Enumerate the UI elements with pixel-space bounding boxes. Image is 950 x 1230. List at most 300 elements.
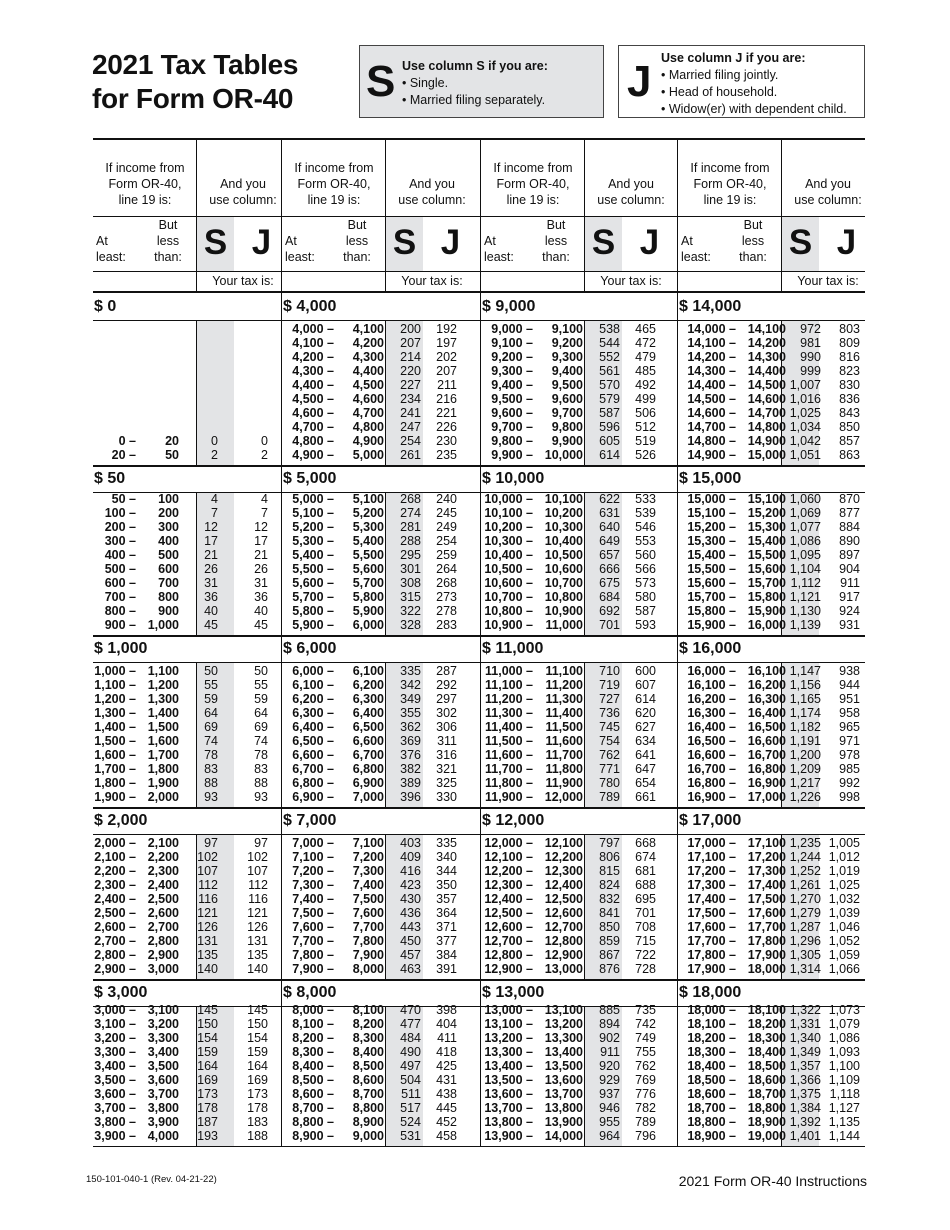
footer-doc-title: 2021 Form OR-40 Instructions xyxy=(678,1173,867,1189)
tax-j-value: 674 xyxy=(635,850,656,864)
table-row xyxy=(282,322,481,336)
tax-s-value: 710 xyxy=(599,664,620,678)
header-text: If income from xyxy=(493,161,573,175)
tax-s-value: 281 xyxy=(400,520,421,534)
tax-s-value: 470 xyxy=(400,1003,421,1017)
tax-s-value: 220 xyxy=(400,364,421,378)
but-less-value: 15,400 xyxy=(747,534,786,548)
section-heading: $ 2,000 xyxy=(94,812,148,829)
tax-s-value: 93 xyxy=(204,790,218,804)
tax-s-value: 736 xyxy=(599,706,620,720)
tax-s-value: 416 xyxy=(400,864,421,878)
table-row xyxy=(678,378,865,392)
header-text: less xyxy=(156,234,180,248)
table-row xyxy=(93,920,282,934)
header-text: If income from xyxy=(690,161,770,175)
bracket-block xyxy=(282,836,481,976)
header-text: than: xyxy=(739,250,767,264)
at-least-value: 3,700 – xyxy=(94,1101,136,1115)
but-less-value: 4,900 xyxy=(352,434,384,448)
table-row xyxy=(93,836,282,850)
at-least-value: 2,400 – xyxy=(94,892,136,906)
but-less-value: 2,800 xyxy=(147,934,179,948)
but-less-value: 12,600 xyxy=(544,906,583,920)
header-text: than: xyxy=(154,250,182,264)
tax-s-value: 504 xyxy=(400,1073,421,1087)
but-less-value: 17,800 xyxy=(747,934,786,948)
at-least-value: 13,300 – xyxy=(484,1045,533,1059)
but-less-value: 5,400 xyxy=(352,534,384,548)
at-least-value: 18,200 – xyxy=(687,1031,736,1045)
table-row xyxy=(481,748,678,762)
but-less-value: 9,500 xyxy=(551,378,583,392)
but-less-value: 4,700 xyxy=(352,406,384,420)
header-your-tax: Your tax is: xyxy=(401,274,463,288)
tax-j-value: 911 xyxy=(840,576,860,590)
table-row xyxy=(481,336,678,350)
at-least-value: 7,000 – xyxy=(292,836,334,850)
tax-s-value: 531 xyxy=(400,1129,421,1143)
tax-j-value: 1,005 xyxy=(828,836,860,850)
tax-j-value: 897 xyxy=(839,548,860,562)
header-text: Form OR-40, xyxy=(693,177,767,191)
at-least-value: 4,100 – xyxy=(292,336,334,350)
at-least-value: 1,100 – xyxy=(94,678,136,692)
but-less-value: 10,800 xyxy=(544,590,583,604)
bracket-block xyxy=(282,322,481,462)
at-least-value: 5,600 – xyxy=(292,576,334,590)
tax-s-value: 315 xyxy=(400,590,421,604)
tax-s-value: 1,182 xyxy=(789,720,821,734)
tax-j-value: 458 xyxy=(436,1129,457,1143)
table-row xyxy=(481,562,678,576)
tax-j-value: 965 xyxy=(839,720,860,734)
but-less-value: 10,600 xyxy=(544,562,583,576)
tax-s-value: 1,261 xyxy=(789,878,821,892)
table-row xyxy=(481,1129,678,1143)
tax-s-value: 1,349 xyxy=(789,1045,821,1059)
at-least-value: 18,600 – xyxy=(687,1087,736,1101)
tax-s-value: 7 xyxy=(211,506,218,520)
at-least-value: 5,800 – xyxy=(292,604,334,618)
at-least-value: 14,600 – xyxy=(687,406,736,420)
tax-s-value: 450 xyxy=(400,934,421,948)
tax-j-value: 211 xyxy=(437,378,457,392)
column-j-item: • Married filing jointly. xyxy=(661,68,779,82)
at-least-value: 3,900 – xyxy=(94,1129,136,1143)
tax-j-value: 647 xyxy=(635,762,656,776)
table-row xyxy=(282,492,481,506)
tax-s-value: 780 xyxy=(599,776,620,790)
tax-s-value: 301 xyxy=(400,562,421,576)
at-least-value: 15,900 – xyxy=(687,618,736,632)
but-less-value: 3,400 xyxy=(147,1045,179,1059)
table-row xyxy=(481,864,678,878)
at-least-value: 13,200 – xyxy=(484,1031,533,1045)
header-and-you xyxy=(585,176,677,208)
at-least-value: 15,200 – xyxy=(687,520,736,534)
but-less-value: 9,700 xyxy=(551,406,583,420)
tax-j-value: 4 xyxy=(261,492,268,506)
table-row xyxy=(481,1017,678,1031)
but-less-value: 16,000 xyxy=(747,618,786,632)
at-least-value: 17,600 – xyxy=(687,920,736,934)
but-less-value: 6,700 xyxy=(352,748,384,762)
table-row xyxy=(481,678,678,692)
table-row xyxy=(481,706,678,720)
but-less-value: 12,100 xyxy=(544,836,583,850)
table-row xyxy=(481,962,678,976)
table-row xyxy=(481,1045,678,1059)
at-least-value: 0 – xyxy=(118,434,136,448)
tax-s-value: 911 xyxy=(600,1045,620,1059)
at-least-value: 7,500 – xyxy=(292,906,334,920)
tax-j-value: 695 xyxy=(635,892,656,906)
tax-j-value: 150 xyxy=(247,1017,268,1031)
but-less-value: 9,900 xyxy=(551,434,583,448)
bracket-block xyxy=(282,492,481,632)
at-least-value: 4,200 – xyxy=(292,350,334,364)
but-less-value: 15,700 xyxy=(747,576,786,590)
table-row xyxy=(481,948,678,962)
at-least-value: 3,600 – xyxy=(94,1087,136,1101)
but-less-value: 19,000 xyxy=(747,1129,786,1143)
tax-j-value: 634 xyxy=(635,734,656,748)
tax-j-value: 259 xyxy=(436,548,457,562)
at-least-value: 4,700 – xyxy=(292,420,334,434)
table-row xyxy=(93,448,282,462)
but-less-value: 13,200 xyxy=(544,1017,583,1031)
at-least-value: 700 – xyxy=(104,590,136,604)
tax-j-value: 958 xyxy=(839,706,860,720)
bracket-block xyxy=(282,664,481,804)
table-row xyxy=(282,1003,481,1017)
tax-s-value: 579 xyxy=(599,392,620,406)
but-less-value: 14,200 xyxy=(747,336,786,350)
tax-j-value: 126 xyxy=(247,920,268,934)
at-least-value: 10,600 – xyxy=(484,576,533,590)
tax-s-value: 1,366 xyxy=(789,1073,821,1087)
table-row xyxy=(678,790,865,804)
tax-s-value: 511 xyxy=(401,1087,421,1101)
tax-j-value: 1,019 xyxy=(828,864,860,878)
table-row xyxy=(678,1115,865,1129)
tax-s-value: 322 xyxy=(400,604,421,618)
tax-s-value: 1,200 xyxy=(789,748,821,762)
table-row xyxy=(481,378,678,392)
tax-s-value: 1,331 xyxy=(789,1017,821,1031)
tax-j-value: 809 xyxy=(839,336,860,350)
tax-j-value: 357 xyxy=(436,892,457,906)
at-least-value: 1,300 – xyxy=(94,706,136,720)
tax-s-value: 789 xyxy=(599,790,620,804)
tax-j-value: 31 xyxy=(254,576,268,590)
header-but-less-than xyxy=(337,217,377,265)
but-less-value: 1,100 xyxy=(147,664,179,678)
tax-j-value: 789 xyxy=(635,1115,656,1129)
tax-j-value: 316 xyxy=(436,748,457,762)
tax-j-value: 971 xyxy=(839,734,860,748)
tax-s-value: 1,217 xyxy=(789,776,821,790)
tax-s-value: 274 xyxy=(400,506,421,520)
table-row xyxy=(282,706,481,720)
tax-s-value: 1,060 xyxy=(789,492,821,506)
tax-j-value: 164 xyxy=(247,1059,268,1073)
tax-s-value: 74 xyxy=(204,734,218,748)
tax-j-value: 264 xyxy=(436,562,457,576)
tax-s-value: 745 xyxy=(599,720,620,734)
table-row xyxy=(678,762,865,776)
header-your-tax: Your tax is: xyxy=(600,274,662,288)
at-least-value: 8,100 – xyxy=(292,1017,334,1031)
tax-s-value: 1,279 xyxy=(789,906,821,920)
table-row xyxy=(678,706,865,720)
at-least-value: 6,600 – xyxy=(292,748,334,762)
table-row xyxy=(678,590,865,604)
at-least-value: 3,100 – xyxy=(94,1017,136,1031)
but-less-value: 16,500 xyxy=(747,720,786,734)
table-row xyxy=(481,534,678,548)
but-less-value: 2,500 xyxy=(147,892,179,906)
tax-s-value: 164 xyxy=(197,1059,218,1073)
tax-j-value: 1,093 xyxy=(828,1045,860,1059)
bracket-block xyxy=(93,492,282,632)
tax-j-value: 1,109 xyxy=(828,1073,860,1087)
but-less-value: 1,500 xyxy=(147,720,179,734)
but-less-value: 20 xyxy=(165,434,179,448)
at-least-value: 12,900 – xyxy=(484,962,533,976)
table-row xyxy=(282,948,481,962)
at-least-value: 12,600 – xyxy=(484,920,533,934)
at-least-value: 13,800 – xyxy=(484,1115,533,1129)
table-row xyxy=(678,1101,865,1115)
section-divider xyxy=(93,807,865,809)
tax-j-value: 1,012 xyxy=(828,850,860,864)
section-divider xyxy=(93,465,865,467)
at-least-value: 2,000 – xyxy=(94,836,136,850)
but-less-value: 9,600 xyxy=(551,392,583,406)
header-text: than: xyxy=(343,250,371,264)
at-least-value: 16,300 – xyxy=(687,706,736,720)
tax-s-value: 990 xyxy=(800,350,821,364)
tax-j-value: 17 xyxy=(254,534,268,548)
tax-s-value: 524 xyxy=(400,1115,421,1129)
header-at-least xyxy=(681,233,711,265)
tax-s-value: 771 xyxy=(599,762,620,776)
header-text: At xyxy=(681,234,693,248)
tax-s-value: 497 xyxy=(400,1059,421,1073)
tax-s-value: 1,340 xyxy=(789,1031,821,1045)
tax-j-value: 890 xyxy=(839,534,860,548)
tax-j-value: 816 xyxy=(839,350,860,364)
tax-s-value: 112 xyxy=(198,878,218,892)
at-least-value: 14,100 – xyxy=(687,336,736,350)
tax-j-value: 391 xyxy=(436,962,457,976)
tax-s-value: 605 xyxy=(599,434,620,448)
header-col-j: J xyxy=(251,223,272,262)
tax-j-value: 587 xyxy=(635,604,656,618)
at-least-value: 200 – xyxy=(104,520,136,534)
table-row xyxy=(282,590,481,604)
tax-j-value: 145 xyxy=(247,1003,268,1017)
tax-j-value: 985 xyxy=(839,762,860,776)
table-row xyxy=(282,1059,481,1073)
at-least-value: 1,400 – xyxy=(94,720,136,734)
tax-s-value: 1,191 xyxy=(789,734,821,748)
tax-s-value: 964 xyxy=(599,1129,620,1143)
at-least-value: 6,200 – xyxy=(292,692,334,706)
header-but-less-than xyxy=(536,217,576,265)
at-least-value: 18,700 – xyxy=(687,1101,736,1115)
tax-s-value: 1,086 xyxy=(789,534,821,548)
but-less-value: 18,000 xyxy=(747,962,786,976)
table-row xyxy=(282,604,481,618)
tax-j-value: 330 xyxy=(436,790,457,804)
at-least-value: 2,300 – xyxy=(94,878,136,892)
tax-j-value: 268 xyxy=(436,576,457,590)
header-text: And you xyxy=(409,177,455,191)
tax-s-value: 675 xyxy=(599,576,620,590)
but-less-value: 3,900 xyxy=(147,1115,179,1129)
table-row xyxy=(282,734,481,748)
tax-s-value: 1,235 xyxy=(789,836,821,850)
at-least-value: 50 – xyxy=(111,492,136,506)
section-heading: $ 17,000 xyxy=(679,812,742,829)
tax-j-value: 344 xyxy=(436,864,457,878)
tax-j-value: 102 xyxy=(247,850,268,864)
tax-s-value: 254 xyxy=(400,434,421,448)
tax-s-value: 261 xyxy=(400,448,421,462)
table-row xyxy=(481,434,678,448)
at-least-value: 8,200 – xyxy=(292,1031,334,1045)
at-least-value: 3,300 – xyxy=(94,1045,136,1059)
section-heading: $ 6,000 xyxy=(283,640,337,657)
tax-s-value: 841 xyxy=(599,906,620,920)
tax-j-value: 278 xyxy=(436,604,457,618)
at-least-value: 16,400 – xyxy=(687,720,736,734)
tax-s-value: 850 xyxy=(599,920,620,934)
but-less-value: 16,600 xyxy=(747,734,786,748)
table-row xyxy=(481,1115,678,1129)
at-least-value: 8,500 – xyxy=(292,1073,334,1087)
at-least-value: 12,800 – xyxy=(484,948,533,962)
but-less-value: 18,200 xyxy=(747,1017,786,1031)
but-less-value: 5,500 xyxy=(352,548,384,562)
table-row xyxy=(481,692,678,706)
at-least-value: 5,200 – xyxy=(292,520,334,534)
table-row xyxy=(678,734,865,748)
table-row xyxy=(481,836,678,850)
table-row xyxy=(93,734,282,748)
tax-j-value: 364 xyxy=(436,906,457,920)
tax-s-value: 885 xyxy=(599,1003,620,1017)
table-row xyxy=(481,1003,678,1017)
tax-j-value: 404 xyxy=(436,1017,457,1031)
tax-s-value: 200 xyxy=(400,322,421,336)
table-row xyxy=(93,618,282,632)
but-less-value: 4,600 xyxy=(352,392,384,406)
but-less-value: 600 xyxy=(158,562,179,576)
at-least-value: 9,200 – xyxy=(491,350,533,364)
tax-s-value: 538 xyxy=(599,322,620,336)
table-row xyxy=(481,664,678,678)
but-less-value: 100 xyxy=(158,492,179,506)
tax-s-value: 649 xyxy=(599,534,620,548)
at-least-value: 12,300 – xyxy=(484,878,533,892)
tax-s-value: 1,034 xyxy=(789,420,821,434)
but-less-value: 4,800 xyxy=(352,420,384,434)
tax-s-value: 12 xyxy=(204,520,218,534)
tax-s-value: 288 xyxy=(400,534,421,548)
tax-j-value: 742 xyxy=(635,1017,656,1031)
tax-s-value: 382 xyxy=(400,762,421,776)
table-row xyxy=(93,934,282,948)
tax-s-value: 31 xyxy=(204,576,218,590)
tax-s-value: 169 xyxy=(197,1073,218,1087)
table-row xyxy=(678,322,865,336)
tax-s-value: 477 xyxy=(400,1017,421,1031)
tax-j-value: 593 xyxy=(635,618,656,632)
table-row xyxy=(678,520,865,534)
tax-j-value: 45 xyxy=(254,618,268,632)
but-less-value: 12,500 xyxy=(544,892,583,906)
tax-j-value: 769 xyxy=(635,1073,656,1087)
tax-s-value: 754 xyxy=(599,734,620,748)
tax-s-value: 64 xyxy=(204,706,218,720)
column-j-heading: Use column J if you are: xyxy=(661,51,806,65)
but-less-value: 14,700 xyxy=(747,406,786,420)
tax-j-value: 216 xyxy=(436,392,457,406)
but-less-value: 13,100 xyxy=(544,1003,583,1017)
tax-j-value: 112 xyxy=(248,878,268,892)
table-row xyxy=(678,1059,865,1073)
bracket-block xyxy=(481,322,678,462)
but-less-value: 900 xyxy=(158,604,179,618)
header-col-s: S xyxy=(591,223,616,262)
section-heading-rule xyxy=(93,662,865,663)
at-least-value: 8,400 – xyxy=(292,1059,334,1073)
tax-s-value: 88 xyxy=(204,776,218,790)
but-less-value: 3,200 xyxy=(147,1017,179,1031)
tax-s-value: 1,130 xyxy=(789,604,821,618)
section-heading: $ 8,000 xyxy=(283,984,337,1001)
but-less-value: 4,300 xyxy=(352,350,384,364)
but-less-value: 13,800 xyxy=(544,1101,583,1115)
tax-j-value: 708 xyxy=(635,920,656,934)
bracket-block xyxy=(93,664,282,804)
tax-s-value: 409 xyxy=(400,850,421,864)
tax-j-value: 245 xyxy=(436,506,457,520)
tax-j-value: 221 xyxy=(436,406,457,420)
tax-j-value: 202 xyxy=(436,350,457,364)
tax-s-value: 614 xyxy=(599,448,620,462)
tax-s-value: 517 xyxy=(400,1101,421,1115)
table-row xyxy=(481,790,678,804)
at-least-value: 5,700 – xyxy=(292,590,334,604)
tax-j-value: 306 xyxy=(436,720,457,734)
table-row xyxy=(282,562,481,576)
table-row xyxy=(481,1031,678,1045)
tax-s-value: 362 xyxy=(400,720,421,734)
tax-j-value: 722 xyxy=(635,948,656,962)
header-rule xyxy=(93,291,865,293)
header-text: least: xyxy=(484,250,514,264)
at-least-value: 2,200 – xyxy=(94,864,136,878)
tax-j-value: 884 xyxy=(839,520,860,534)
tax-j-value: 325 xyxy=(436,776,457,790)
but-less-value: 8,200 xyxy=(352,1017,384,1031)
at-least-value: 3,500 – xyxy=(94,1073,136,1087)
